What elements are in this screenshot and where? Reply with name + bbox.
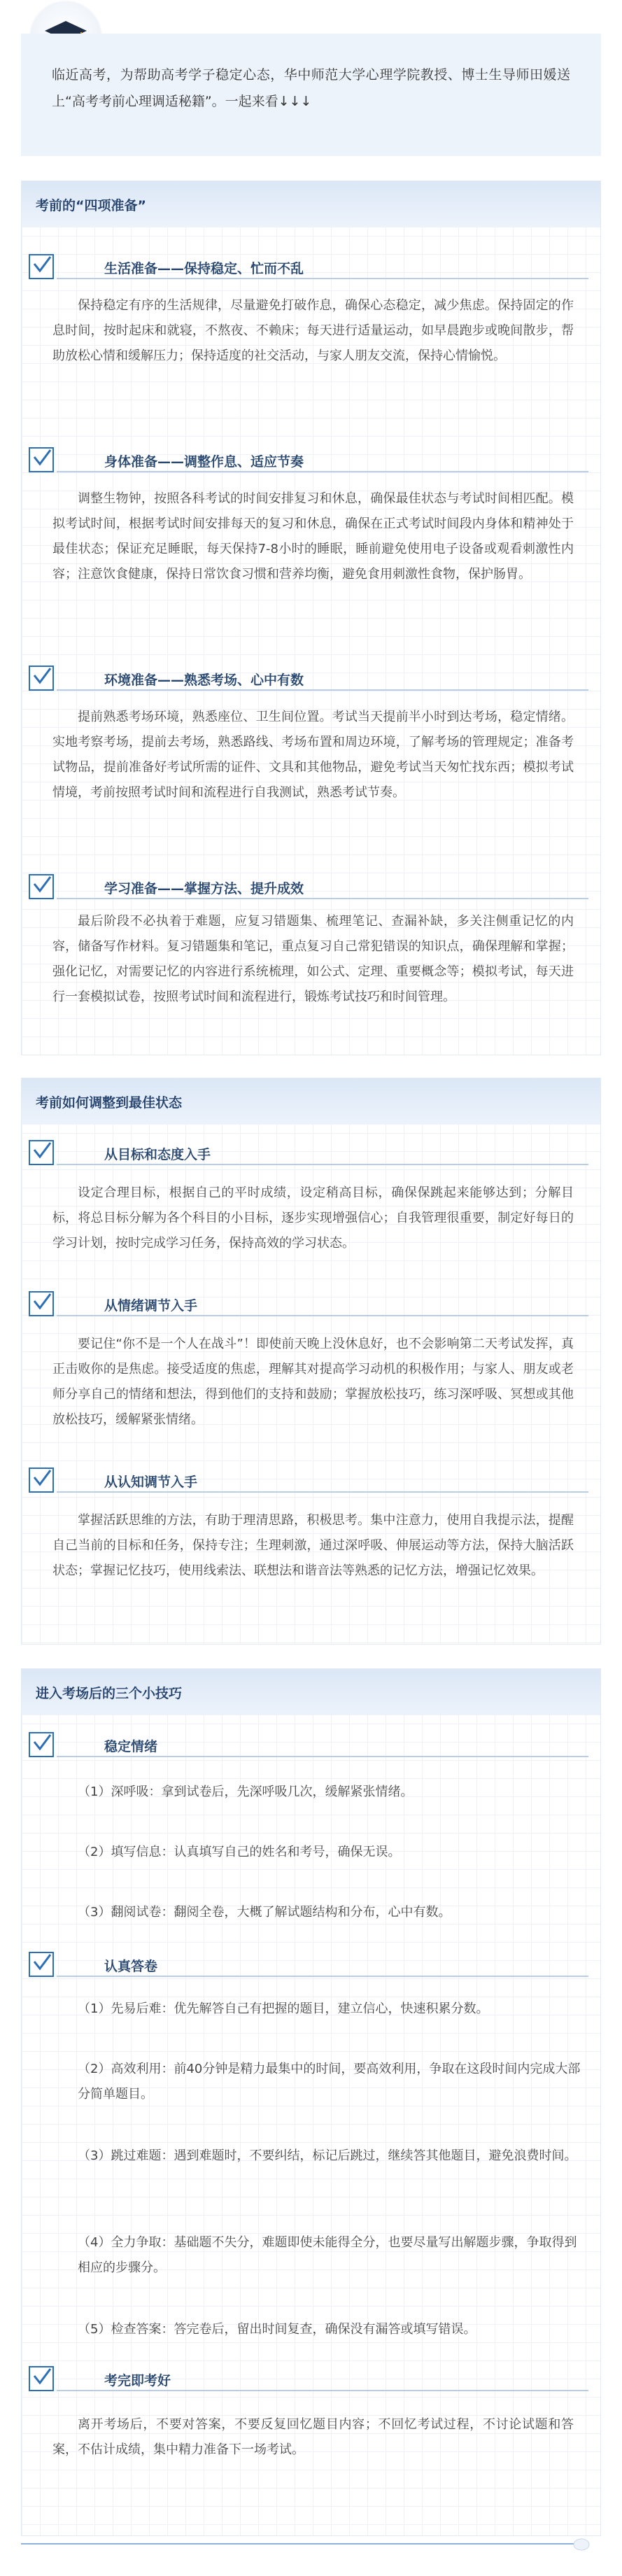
subheading-title: 环境准备——熟悉考场、心中有数 [104, 673, 304, 688]
subheading-title: 稳定情绪 [104, 1739, 158, 1754]
subheading-title: 身体准备——调整作息、适应节奏 [104, 454, 304, 470]
subheading-answer [29, 1950, 581, 1983]
subheading-title: 生活准备——保持稳定、忙而不乱 [104, 261, 304, 276]
divider [57, 1976, 588, 1977]
list-item: （1）深呼吸：拿到试卷后，先深呼吸几次，缓解紧张情绪。 [78, 1785, 414, 1799]
divider [57, 898, 588, 899]
checkbox-checked-icon [29, 1952, 54, 1977]
section-four-preparations [21, 181, 601, 1055]
checkbox-checked-icon [29, 874, 54, 899]
divider [57, 278, 588, 279]
intro-banner [21, 34, 601, 156]
subheading-stabilize [29, 1731, 581, 1763]
list-item: （3）跳过难题：遇到难题时，不要纠结，标记后跳过，继续答其他题目，避免浪费时间。 [78, 2148, 577, 2163]
paragraph: 要记住“你不是一个人在战斗”！即使前天晚上没休息好，也不会影响第二天考试发挥，真正击败你的是焦虑。接受适度的焦虑，理解其对提高学习动机的积极作用；与家人、朋友或老师分享自己的情绪和想法，得到他们的支持和鼓励；掌握放松技巧，练习深呼吸、冥想或其他放松技巧，缓解紧张情绪。 [52, 1337, 574, 1427]
subheading-title: 学习准备——掌握方法、提升成效 [104, 881, 304, 896]
footer-divider [21, 2543, 574, 2545]
section-header [22, 1078, 600, 1125]
section-header [22, 181, 600, 227]
checkbox-checked-icon [29, 254, 54, 279]
intro-text: 临近高考，为帮助高考学子稳定心态，华中师范大学心理学院教授、博士生导师田媛送上“高考考前心理调适秘籍”。一起来看↓↓↓ [52, 67, 570, 109]
subheading-title: 从情绪调节入手 [104, 1298, 198, 1314]
divider [57, 1491, 588, 1493]
subheading-cognition [29, 1466, 581, 1498]
subheading-title: 从目标和态度入手 [104, 1147, 211, 1162]
decorative-cloud-icon [572, 2536, 591, 2552]
subheading-emotion [29, 1290, 581, 1322]
section-title: 进入考场后的三个小技巧 [36, 1686, 183, 1701]
subheading-title: 从认知调节入手 [104, 1474, 198, 1490]
subheading-study [29, 873, 581, 905]
paragraph: 离开考场后，不要对答案，不要反复回忆题目内容；不回忆考试过程，不讨论试题和答案，不估计成绩，集中精力准备下一场考试。 [52, 2417, 574, 2457]
divider [57, 1315, 588, 1316]
subheading-environment [29, 664, 581, 696]
list-item: （5）检查答案：答完卷后，留出时间复查，确保没有漏答或填写错误。 [78, 2322, 476, 2337]
checkbox-checked-icon [29, 666, 54, 691]
section-exam-tips [21, 1668, 601, 2536]
checkbox-checked-icon [29, 1732, 54, 1757]
checkbox-checked-icon [29, 1291, 54, 1316]
list-item: （4）全力争取：基础题不失分，难题即使未能得全分，也要尽量写出解题步骤，争取得到相应的步骤分。 [78, 2235, 577, 2275]
list-item: （2）填写信息：认真填写自己的姓名和考号，确保无误。 [78, 1845, 401, 1859]
divider [57, 1756, 588, 1757]
divider [57, 471, 588, 472]
divider [57, 2390, 588, 2391]
section-best-state [21, 1078, 601, 1645]
checkbox-checked-icon [29, 1140, 54, 1165]
checkbox-checked-icon [29, 1468, 54, 1493]
section-title: 考前的“四项准备” [36, 198, 146, 213]
paragraph: 调整生物钟，按照各科考试的时间安排复习和休息，确保最佳状态与考试时间相匹配。模拟考试时间，根据考试时间安排每天的复习和休息，确保在正式考试时间段内身体和精神处于最佳状态；保证充足睡眠，每天保持7-8小时的睡眠，睡前避免使用电子设备或观看刺激性内容；注意饮食健康，保持日常饮食习惯和营养均衡，避免食用刺激性食物，保护肠胃。 [52, 491, 574, 582]
paragraph: 保持稳定有序的生活规律，尽量避免打破作息，确保心态稳定，减少焦虑。保持固定的作息时间，按时起床和就寝，不熬夜、不赖床；每天进行适量运动，如早晨跑步或晚间散步，帮助放松心情和缓解压力；保持适度的社交活动，与家人朋友交流，保持心情愉悦。 [52, 298, 574, 363]
subheading-title: 认真答卷 [104, 1959, 158, 1974]
paragraph: 设定合理目标，根据自己的平时成绩，设定稍高目标，确保保跳起来能够达到；分解目标，将总目标分解为各个科目的小目标，逐步实现增强信心；自我管理很重要，制定好每日的学习计划，按时完成学习任务，保持高效的学习状态。 [52, 1185, 574, 1251]
subheading-title: 考完即考好 [104, 2373, 171, 2388]
list-item: （2）高效利用：前40分钟是精力最集中的时间，要高效利用，争取在这段时间内完成大部分简单题目。 [78, 2062, 581, 2102]
divider [57, 689, 588, 691]
checkbox-checked-icon [29, 447, 54, 472]
section-title: 考前如何调整到最佳状态 [36, 1095, 183, 1111]
list-item: （1）先易后难：优先解答自己有把握的题目，建立信心，快速积累分数。 [78, 2001, 489, 2016]
subheading-body [29, 446, 581, 478]
divider [57, 1164, 588, 1165]
paragraph: 提前熟悉考场环境，熟悉座位、卫生间位置。考试当天提前半小时到达考场，稳定情绪。实地考察考场，提前去考场，熟悉路线、考场布置和周边环境，了解考场的管理规定；准备考试物品，提前准备好考试所需的证件、文具和其他物品，避免考试当天匆忙找东西；模拟考试情境，考前按照考试时间和流程进行自我测试，熟悉考试节奏。 [52, 710, 574, 800]
section-header [22, 1669, 600, 1715]
subheading-life [29, 253, 581, 285]
paragraph: 掌握活跃思维的方法，有助于理清思路，积极思考。集中注意力，使用自我提示法，提醒自己当前的目标和任务，保持专注；生理刺激，通过深呼吸、伸展运动等方法，保持大脑活跃状态；掌握记忆技巧，使用线索法、联想法和谐音法等熟悉的记忆方法，增强记忆效果。 [52, 1513, 574, 1578]
subheading-goals [29, 1139, 581, 1171]
paragraph: 最后阶段不必执着于难题，应复习错题集、梳理笔记、查漏补缺，多关注侧重记忆的内容，储备写作材料。复习错题集和笔记，重点复习自己常犯错误的知识点，确保理解和掌握；强化记忆，对需要记忆的内容进行系统梳理，如公式、定理、重要概念等；模拟考试，每天进行一套模拟试卷，按照考试时间和流程进行，锻炼考试技巧和时间管理。 [52, 914, 574, 1004]
subheading-after-exam [29, 2365, 581, 2397]
list-item: （3）翻阅试卷：翻阅全卷，大概了解试题结构和分布，心中有数。 [78, 1905, 451, 1920]
checkbox-checked-icon [29, 2366, 54, 2391]
